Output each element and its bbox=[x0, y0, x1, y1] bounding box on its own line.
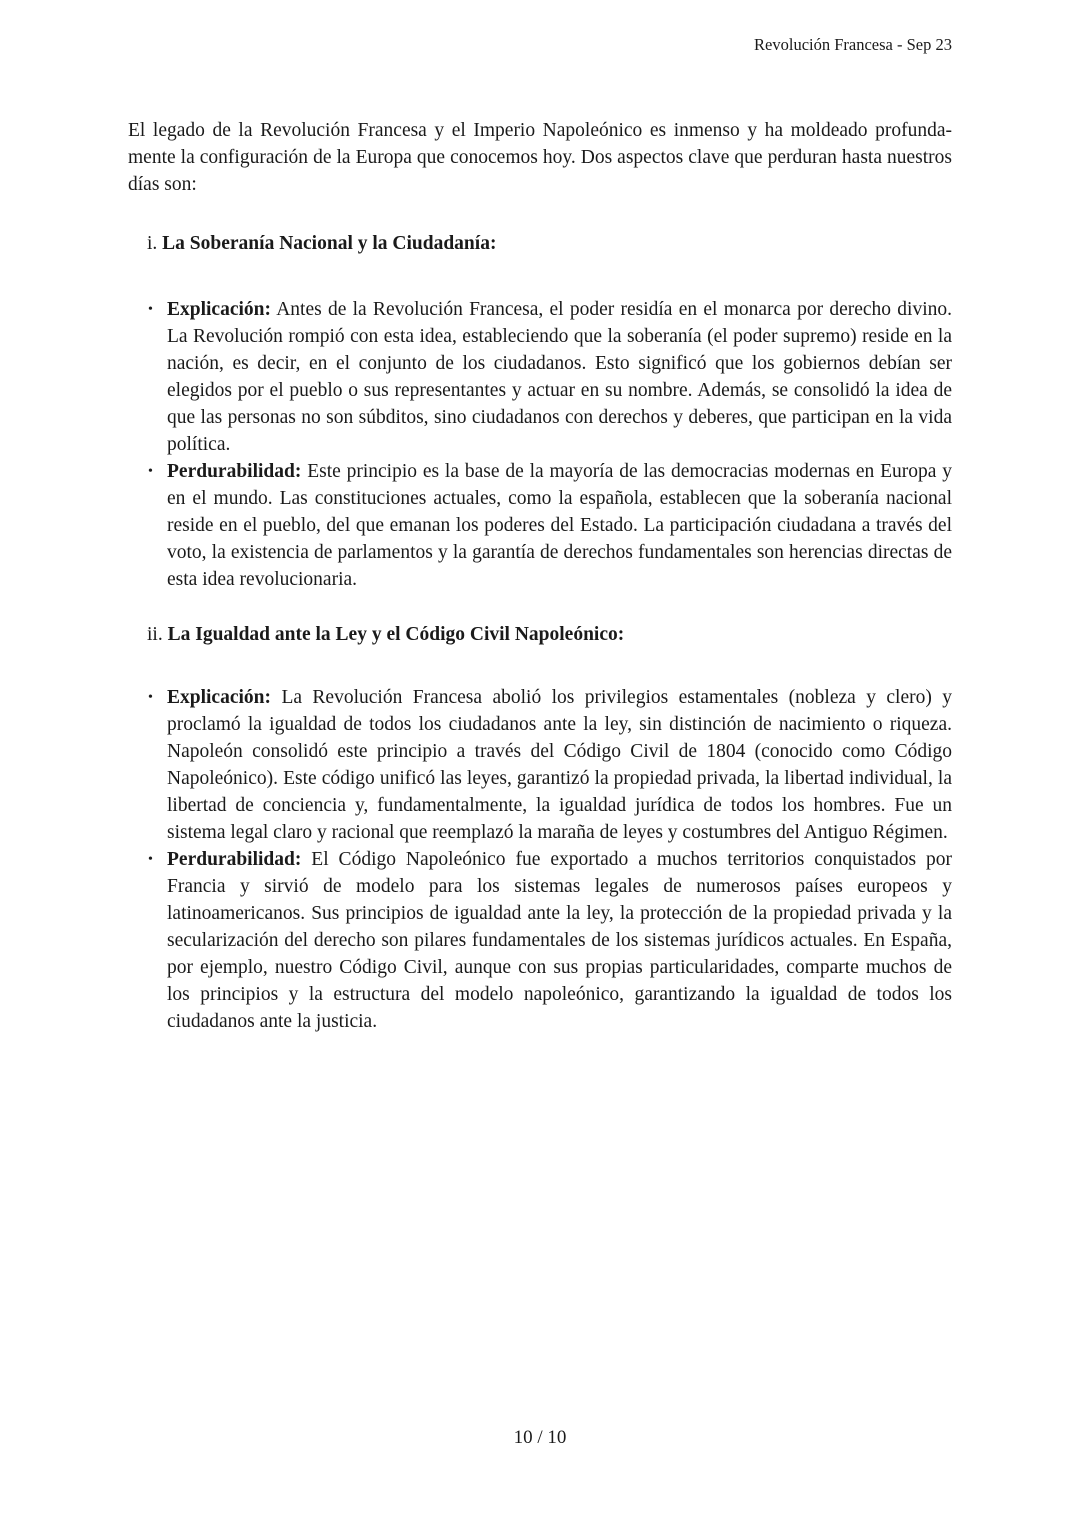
section-1-bullet-list bbox=[128, 296, 952, 593]
page-number: 10 / 10 bbox=[513, 1427, 567, 1448]
bullet-text: El Código Napoleónico fue exportado a muchos territorios conquistados por Francia y sirvió de modelo para los sistemas legales de numerosos países europeos y latinoamericanos. Sus principios de igualdad ante la ley, la protección de la propiedad privada y la secularización del derecho son pilares fundamentales de los sistemas jurídicos actuales. En España, por ejemplo, nuestro Código Civil, aunque con sus propias particularidades, comparte muchos de los principios y la estructura del modelo napoleónico, garantizando la igualdad de todos los ciudadanos ante la justicia. bbox=[167, 849, 952, 1032]
section-1-heading bbox=[128, 230, 952, 257]
bullet-text: Antes de la Revolución Francesa, el poder residía en el monarca por derecho divino. La Revolución rompió con esta idea, estableciendo que la soberanía (el poder supremo) reside en la nación, es decir, en el conjunto de los ciudadanos. Esto significó que los gobiernos debían ser elegidos por el pueblo o sus representantes y actuar en su nombre. Además, se consolidó la idea de que las personas no son súbditos, sino ciudadanos con derechos y deberes, que participan en la vida política. bbox=[167, 299, 952, 455]
bullet-icon: • bbox=[148, 852, 153, 867]
section-1-title: La Soberanía Nacional y la Ciudadanía: bbox=[162, 233, 497, 254]
section-2-heading bbox=[128, 621, 952, 648]
bullet-label: Perdurabilidad: bbox=[167, 849, 302, 870]
list-item bbox=[128, 296, 952, 458]
list-item bbox=[128, 458, 952, 593]
list-item bbox=[128, 846, 952, 1035]
bullet-icon: • bbox=[148, 690, 153, 705]
section-2-bullet-list bbox=[128, 684, 952, 1035]
intro-paragraph: El legado de la Revolución Francesa y el Imperio Napoleónico es inmenso y ha moldeado profundamente la configuración de la Europa que conocemos hoy. Dos aspectos clave que perduran hasta nuestros días son: bbox=[128, 120, 952, 195]
running-header: Revolución Francesa - Sep 23 bbox=[754, 35, 952, 54]
bullet-label: Explicación: bbox=[167, 299, 272, 320]
section-1-number: i. bbox=[147, 233, 158, 254]
bullet-icon: • bbox=[148, 464, 153, 479]
bullet-label: Explicación: bbox=[167, 687, 272, 708]
section-2-number: ii. bbox=[147, 624, 163, 645]
bullet-icon: • bbox=[148, 302, 153, 317]
list-item bbox=[128, 684, 952, 846]
section-2-title: La Igualdad ante la Ley y el Código Civil Napoleónico: bbox=[167, 624, 625, 645]
bullet-label: Perdurabilidad: bbox=[167, 461, 302, 482]
bullet-text: La Revolución Francesa abolió los privilegios estamentales (nobleza y clero) y proclamó la igualdad de todos los ciudadanos ante la ley, sin distinción de nacimiento o riqueza. Napoleón consolidó este principio a través del Código Civil de 1804 (conocido como Código Napoleónico). Este código unificó las leyes, garantizó la propiedad privada, la libertad individual, la libertad de conciencia y, fundamentalmente, la igualdad jurídica de todos los hombres. Fue un sistema legal claro y racional que reemplazó la maraña de leyes y costumbres del Antiguo Régimen. bbox=[167, 687, 952, 843]
bullet-text: Este principio es la base de la mayoría de las democracias modernas en Europa y en el mundo. Las constituciones actuales, como la española, establecen que la soberanía nacional reside en el pueblo, del que emanan los poderes del Estado. La participación ciudadana a través del voto, la existencia de parlamentos y la garantía de derechos fundamentales son herencias directas de esta idea revolucionaria. bbox=[167, 461, 953, 590]
